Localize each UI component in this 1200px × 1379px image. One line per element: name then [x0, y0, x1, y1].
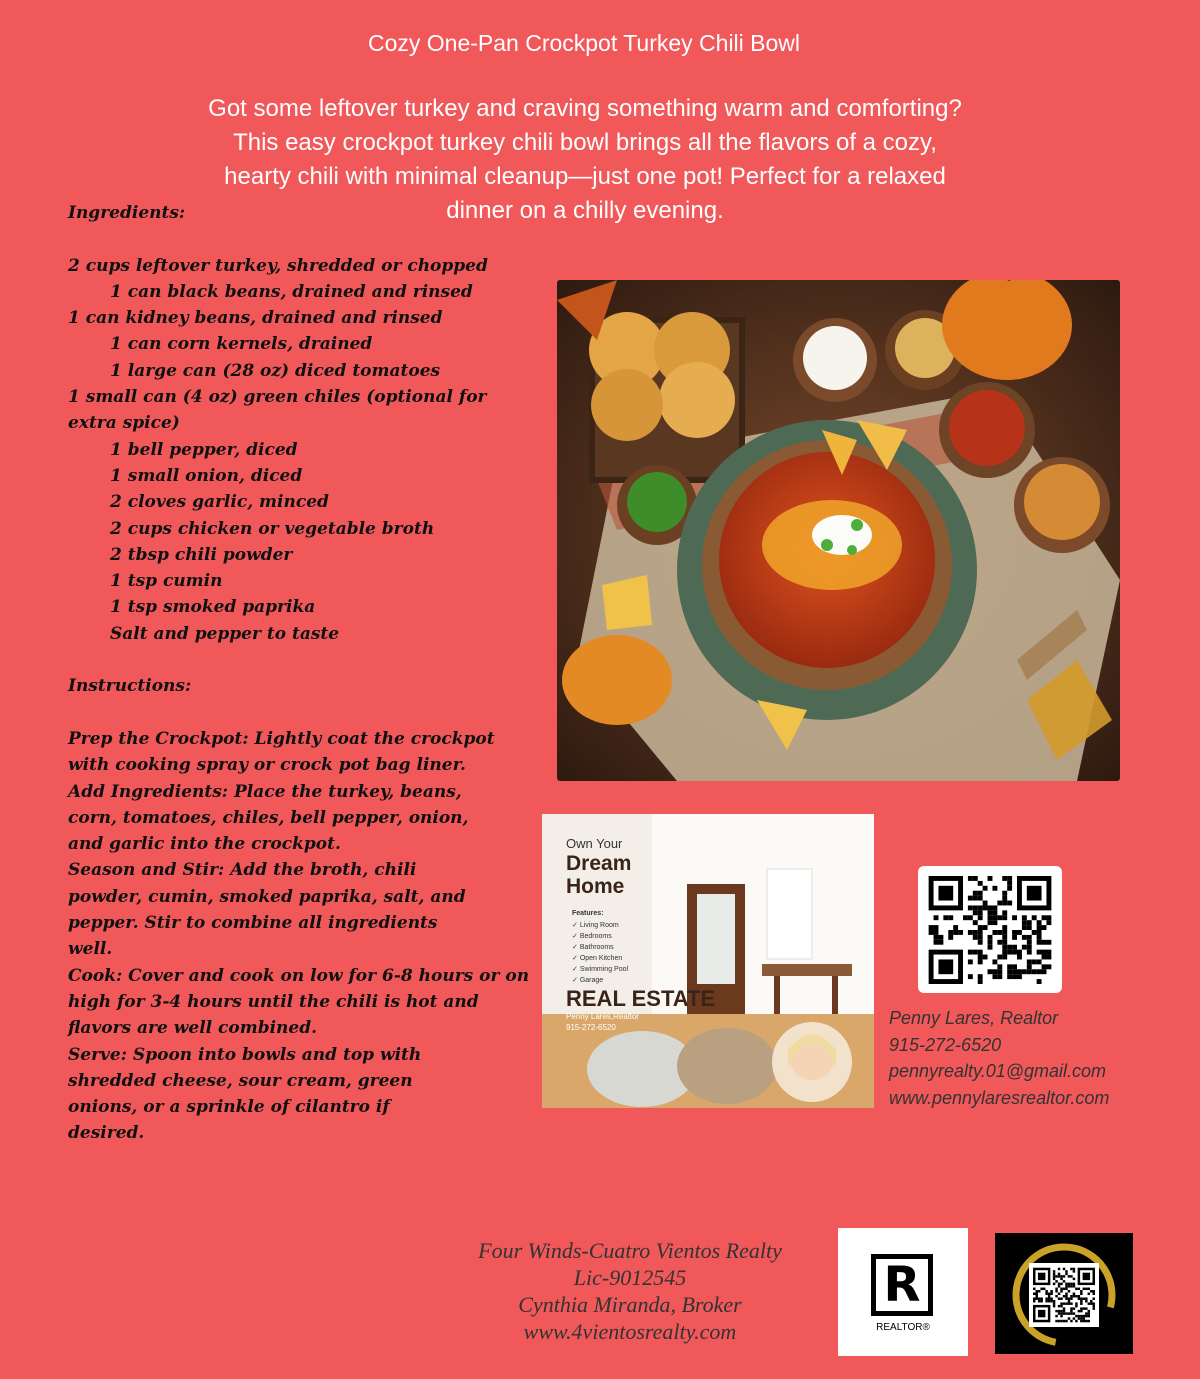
agent-phone: 915-272-6520	[889, 1034, 1002, 1055]
brokerage-broker: Cynthia Miranda, Broker	[518, 1292, 742, 1317]
instruction-step: Prep the Crockpot: Lightly coat the crockpot with cooking spray or crock pot bag liner.	[68, 728, 501, 776]
ad-dream-home: Dream Home	[566, 852, 632, 898]
recipe-text	[68, 200, 538, 1147]
ingredient-item: 1 small can (4 oz) green chiles (optional for extra spice)	[68, 387, 493, 434]
instruction-step: Serve: Spoon into bowls and top with shredded cheese, sour cream, green onions, or a sprinkle of cilantro if desired.	[68, 1044, 428, 1144]
chili-bowl-photo	[557, 280, 1120, 781]
ad-features-label: Features:	[572, 910, 604, 917]
ingredients-heading: Ingredients:	[68, 203, 186, 223]
ingredient-item: 1 can corn kernels, drained	[110, 334, 373, 355]
ad-feature: ✓ Swimming Pool	[572, 966, 629, 973]
agent-website[interactable]: www.pennylaresrealtor.com	[889, 1087, 1110, 1108]
brokerage-license: Lic-9012545	[573, 1265, 687, 1290]
ingredient-item: 1 can black beans, drained and rinsed	[110, 281, 473, 302]
page-title: Cozy One-Pan Crockpot Turkey Chili Bowl	[367, 30, 801, 56]
brokerage-info	[430, 1237, 830, 1345]
ingredient-item: 2 tbsp chili powder	[110, 544, 293, 565]
ad-feature: ✓ Open Kitchen	[572, 955, 623, 962]
realtor-label: REALTOR®	[876, 1322, 930, 1333]
real-estate-ad	[542, 814, 874, 1108]
ad-feature: ✓ Living Room	[572, 922, 619, 929]
ad-own-your: Own Your	[566, 836, 623, 851]
realtor-logo	[838, 1228, 968, 1356]
ad-real-estate: REAL ESTATE	[566, 986, 716, 1011]
ingredient-item: 1 can kidney beans, drained and rinsed	[68, 308, 443, 329]
ingredient-item: 1 tsp cumin	[110, 571, 223, 592]
agent-name: Penny Lares, Realtor	[889, 1008, 1059, 1028]
ad-agent-phone: 915-272-6520	[566, 1023, 616, 1032]
brokerage-website[interactable]: www.4vientosrealty.com	[523, 1319, 737, 1344]
ad-feature: ✓ Bedrooms	[572, 933, 612, 940]
instruction-step: Season and Stir: Add the broth, chili powder, cumin, smoked paprika, salt, and pepper. Stir to combine all ingredients well.	[68, 860, 472, 960]
qr-code-icon	[928, 876, 1052, 984]
qr-code-icon	[1033, 1267, 1095, 1323]
ad-feature: ✓ Garage	[572, 977, 604, 984]
instruction-step: Cook: Cover and cook on low for 6-8 hours or on high for 3-4 hours until the chili is hot and flavors are well combined.	[68, 965, 535, 1039]
brokerage-qr-logo[interactable]	[995, 1233, 1133, 1354]
ad-feature-list	[572, 920, 628, 986]
instruction-step: Add Ingredients: Place the turkey, beans, corn, tomatoes, chiles, bell pepper, onion, and garlic into the crockpot.	[68, 781, 475, 855]
realtor-r-icon: R	[871, 1254, 933, 1316]
brokerage-name: Four Winds-Cuatro Vientos Realty	[478, 1238, 782, 1263]
ad-feature: ✓ Bathrooms	[572, 944, 614, 951]
ad-agent: Penny Lares,Realtor	[566, 1012, 639, 1021]
ingredient-item: 1 small onion, diced	[110, 465, 303, 486]
ingredient-item: 2 cups leftover turkey, shredded or chopped	[68, 255, 488, 276]
ingredient-item: 1 bell pepper, diced	[110, 439, 298, 460]
intro-paragraph: Got some leftover turkey and craving something warm and comforting? This easy crockpot turkey chili bowl brings all the flavors of a cozy, hearty chili with minimal cleanup—just one pot! Perfect for a relaxed dinner on a chilly evening.	[208, 95, 962, 224]
ingredient-item: 1 large can (28 oz) diced tomatoes	[110, 360, 441, 381]
instructions-heading: Instructions:	[68, 676, 192, 697]
ingredient-item: 2 cloves garlic, minced	[110, 492, 329, 513]
ingredient-item: Salt and pepper to taste	[110, 623, 340, 644]
agent-email[interactable]: pennyrealty.01@gmail.com	[889, 1061, 1107, 1081]
qr-code[interactable]	[918, 866, 1062, 993]
ingredient-item: 2 cups chicken or vegetable broth	[110, 518, 435, 539]
ingredient-item: 1 tsp smoked paprika	[110, 597, 316, 618]
agent-contact	[889, 1005, 1109, 1111]
